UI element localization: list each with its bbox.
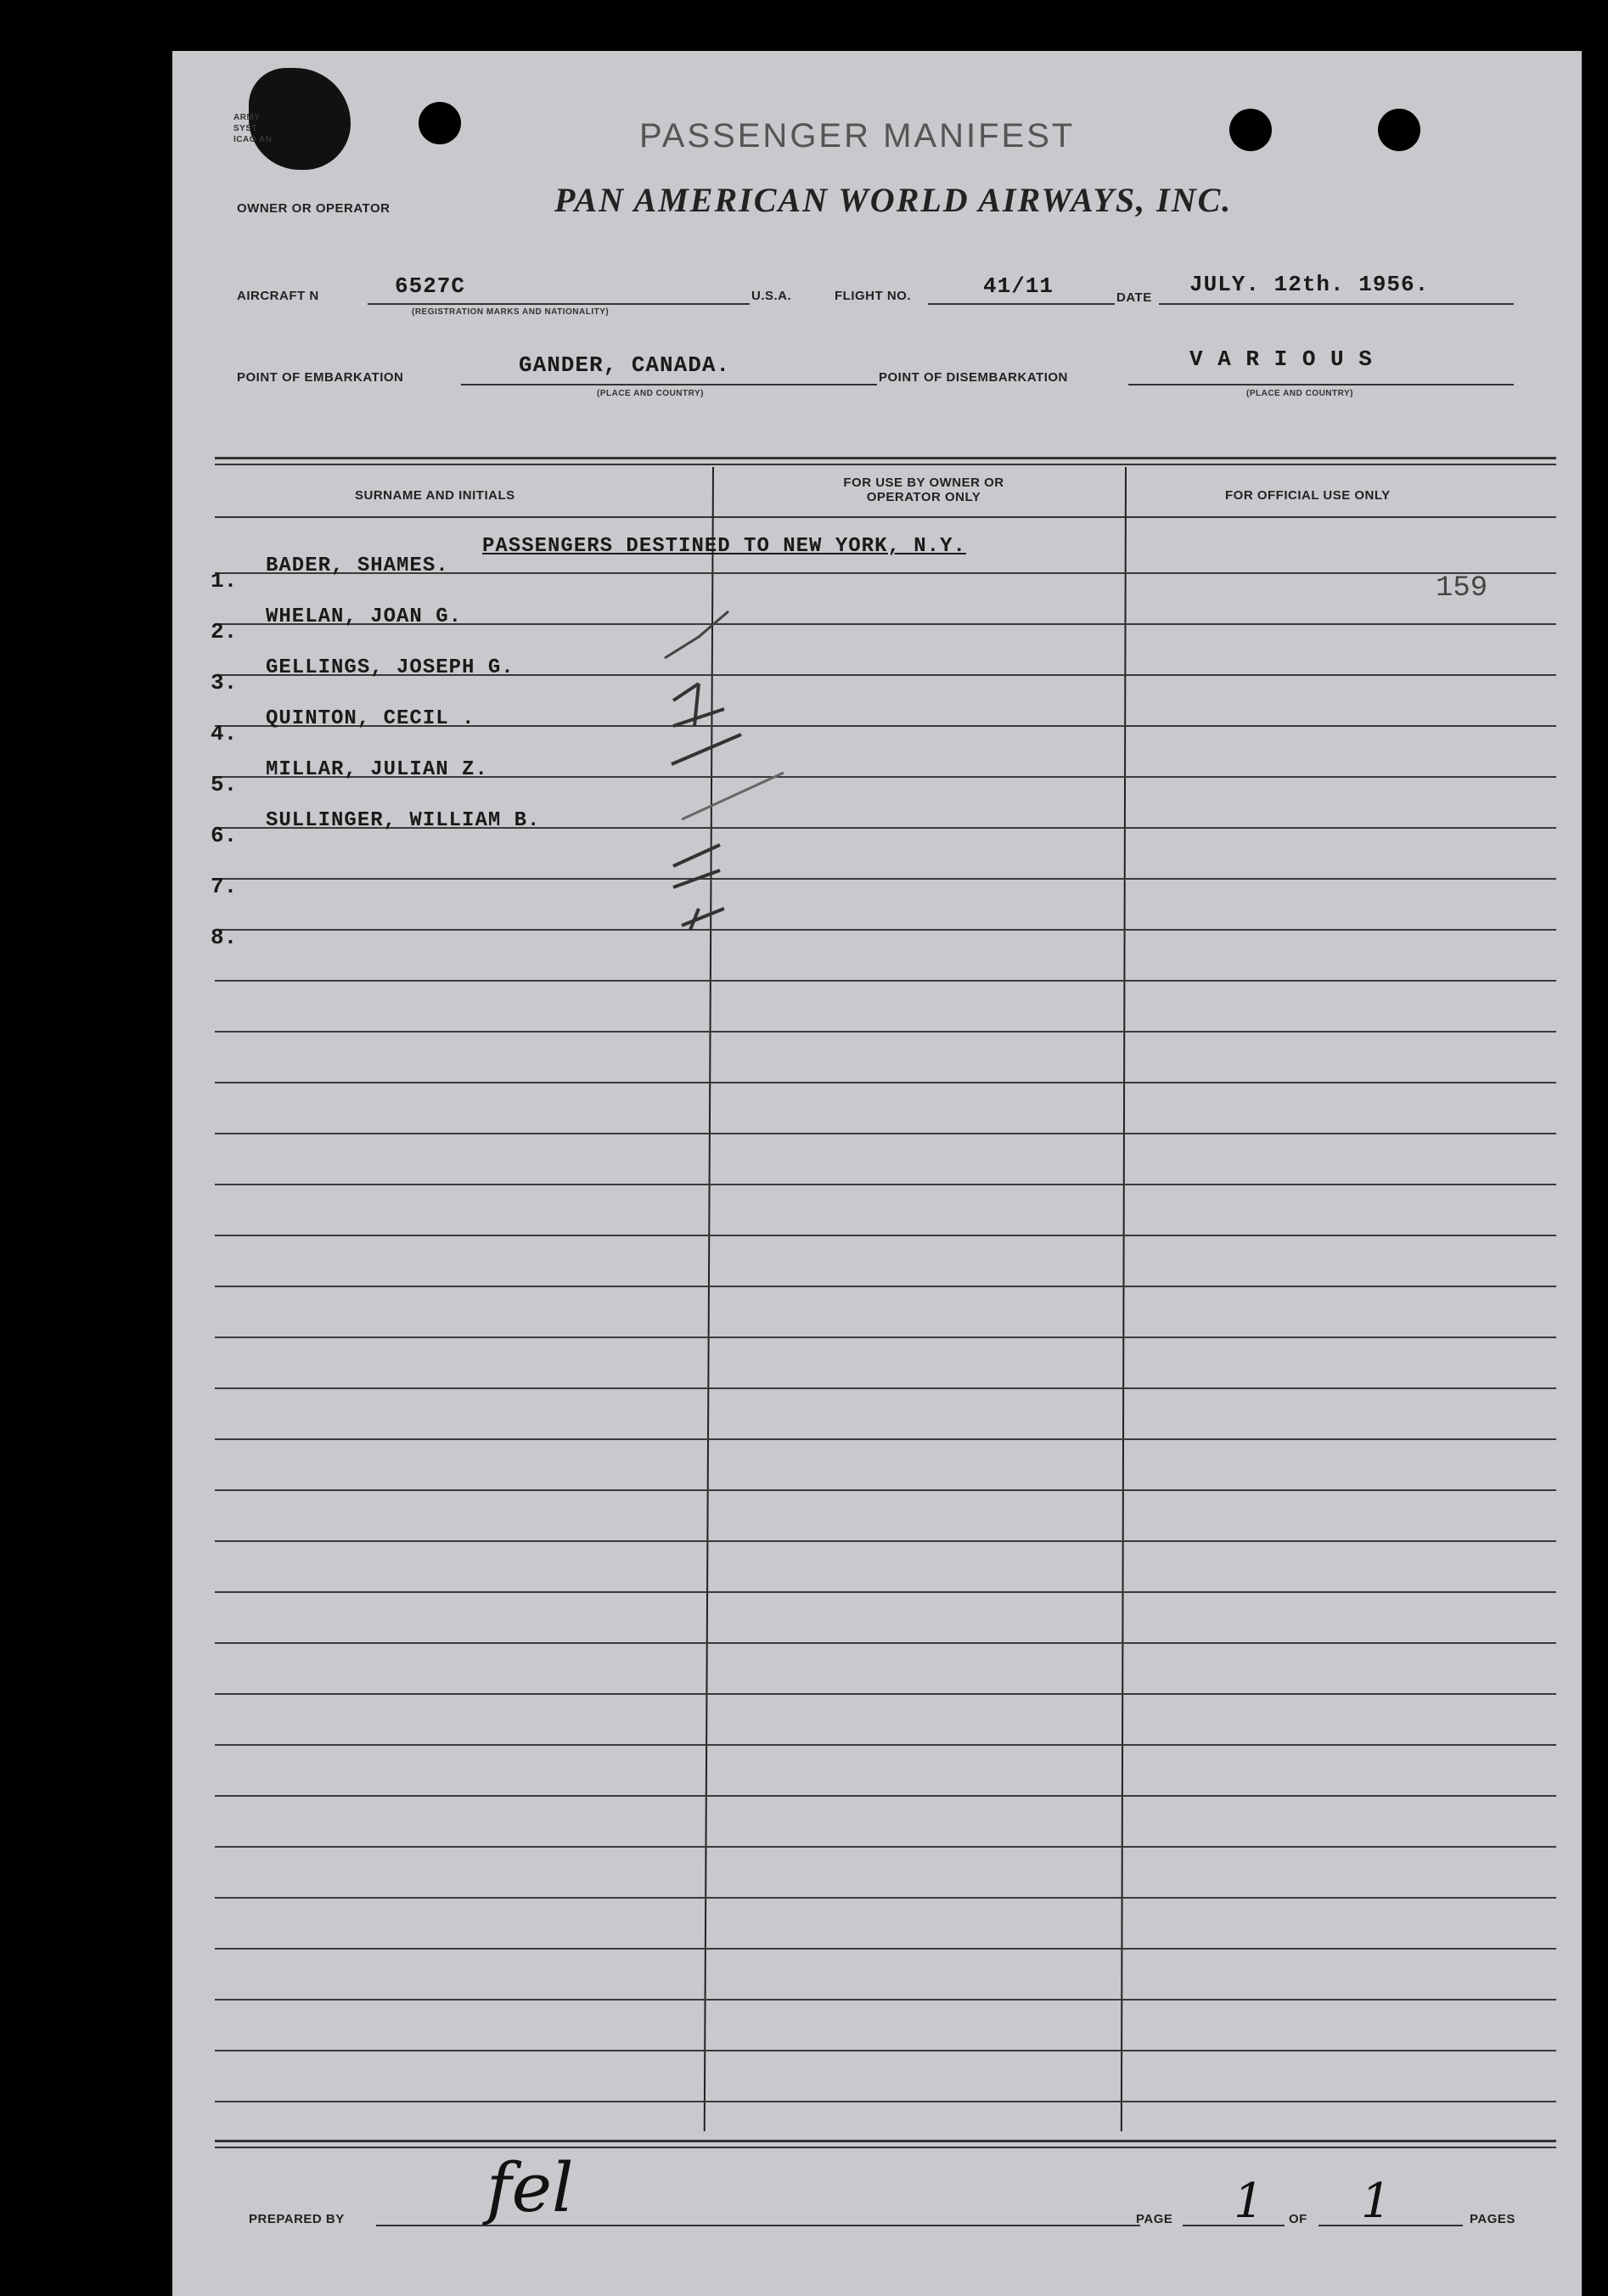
date-value: JULY. 12th. 1956. <box>1189 272 1430 297</box>
of-value: 1 <box>1361 2174 1392 2229</box>
table-bottom-rule <box>215 2147 1556 2148</box>
ruled-line <box>215 980 1556 982</box>
form-code-line: ICAO AN <box>233 135 273 144</box>
section-heading: PASSENGERS DESTINED TO NEW YORK, N.Y. <box>482 535 966 558</box>
usa-label: U.S.A. <box>751 289 792 303</box>
check-marks <box>648 560 818 951</box>
ruled-line <box>215 1031 1556 1033</box>
date-label: DATE <box>1116 290 1152 305</box>
ruled-line <box>215 1387 1556 1389</box>
ruled-line <box>215 1133 1556 1134</box>
ruled-line <box>215 1184 1556 1185</box>
ruled-line <box>215 1642 1556 1644</box>
row-number: 6. <box>211 823 238 848</box>
manifest-sheet <box>172 51 1582 2296</box>
passenger-name: GELLINGS, JOSEPH G. <box>266 656 514 679</box>
ruled-line <box>215 1082 1556 1083</box>
registration-caption: (REGISTRATION MARKS AND NATIONALITY) <box>412 307 610 317</box>
disembarkation-caption: (PLACE AND COUNTRY) <box>1246 389 1353 398</box>
table-row <box>172 707 707 746</box>
airline-name: PAN AMERICAN WORLD AIRWAYS, INC. <box>554 181 1233 219</box>
column-divider <box>1121 467 1127 2131</box>
table-top-rule <box>215 457 1556 459</box>
embarkation-label: POINT OF EMBARKATION <box>237 370 404 385</box>
flight-label: FLIGHT NO. <box>835 289 911 303</box>
aircraft-label: AIRCRAFT N <box>237 289 319 303</box>
table-row <box>172 758 707 797</box>
embarkation-underline <box>461 384 877 385</box>
table-row <box>172 554 707 594</box>
official-use-column-header: FOR OFFICIAL USE ONLY <box>1225 488 1391 503</box>
row-number: 7. <box>211 874 238 899</box>
page-label: PAGE <box>1136 2212 1173 2226</box>
passenger-name: SULLINGER, WILLIAM B. <box>266 809 541 832</box>
row-number: 5. <box>211 772 238 797</box>
pages-label: PAGES <box>1470 2212 1515 2226</box>
of-label: OF <box>1289 2212 1307 2226</box>
table-row <box>172 809 707 848</box>
punch-hole <box>1229 109 1272 151</box>
row-number: 8. <box>211 925 238 950</box>
official-number: 159 <box>1436 572 1488 605</box>
ruled-line <box>215 1693 1556 1695</box>
table-row <box>172 916 707 950</box>
ruled-line <box>215 1846 1556 1848</box>
owner-use-column-header: FOR USE BY OWNER OR OPERATOR ONLY <box>843 476 1004 504</box>
ruled-line <box>215 2050 1556 2051</box>
ruled-line <box>215 1744 1556 1746</box>
disembarkation-label: POINT OF DISEMBARKATION <box>879 370 1068 385</box>
ruled-line <box>215 1337 1556 1338</box>
passenger-name: BADER, SHAMES. <box>266 554 449 577</box>
ruled-line <box>215 1286 1556 1287</box>
surname-column-header: SURNAME AND INITIALS <box>355 488 515 503</box>
embarkation-caption: (PLACE AND COUNTRY) <box>597 389 704 398</box>
flight-value: 41/11 <box>983 273 1054 299</box>
table-row <box>172 605 707 644</box>
table-row <box>172 865 707 899</box>
ruled-line <box>215 1897 1556 1899</box>
ruled-line <box>215 2101 1556 2102</box>
ruled-line <box>215 1235 1556 1236</box>
table-top-rule <box>215 464 1556 465</box>
row-number: 1. <box>211 568 238 594</box>
aircraft-value: 6527C <box>395 273 466 299</box>
header-rule <box>215 516 1556 518</box>
ruled-line <box>215 1591 1556 1593</box>
punch-hole <box>419 102 461 144</box>
page-title: PASSENGER MANIFEST <box>639 117 1076 155</box>
passenger-name: WHELAN, JOAN G. <box>266 605 463 628</box>
row-number: 3. <box>211 670 238 695</box>
row-number: 4. <box>211 721 238 746</box>
owner-label: OWNER OR OPERATOR <box>237 201 391 216</box>
embarkation-value: GANDER, CANADA. <box>519 352 731 378</box>
ruled-line <box>215 1795 1556 1797</box>
prepared-by-label: PREPARED BY <box>249 2212 345 2226</box>
passenger-name: QUINTON, CECIL . <box>266 707 475 730</box>
table-row <box>172 656 707 695</box>
aircraft-underline <box>368 303 750 305</box>
ruled-line <box>215 1999 1556 2001</box>
table-bottom-rule <box>215 2140 1556 2142</box>
flight-underline <box>928 303 1115 305</box>
form-code-line: SYST <box>233 124 258 133</box>
punch-hole <box>1378 109 1420 151</box>
prepared-signature: fel <box>486 2148 574 2227</box>
passenger-name: MILLAR, JULIAN Z. <box>266 758 488 781</box>
form-code-line: ARMY <box>233 113 261 122</box>
ruled-line <box>215 1489 1556 1491</box>
date-underline <box>1159 303 1514 305</box>
disembarkation-value: V A R I O U S <box>1189 346 1373 372</box>
disembarkation-underline <box>1128 384 1514 385</box>
page-value: 1 <box>1234 2174 1264 2229</box>
form-code <box>233 112 272 145</box>
ruled-line <box>215 1540 1556 1542</box>
ruled-line <box>215 1948 1556 1950</box>
row-number: 2. <box>211 619 238 644</box>
ruled-line <box>215 1438 1556 1440</box>
